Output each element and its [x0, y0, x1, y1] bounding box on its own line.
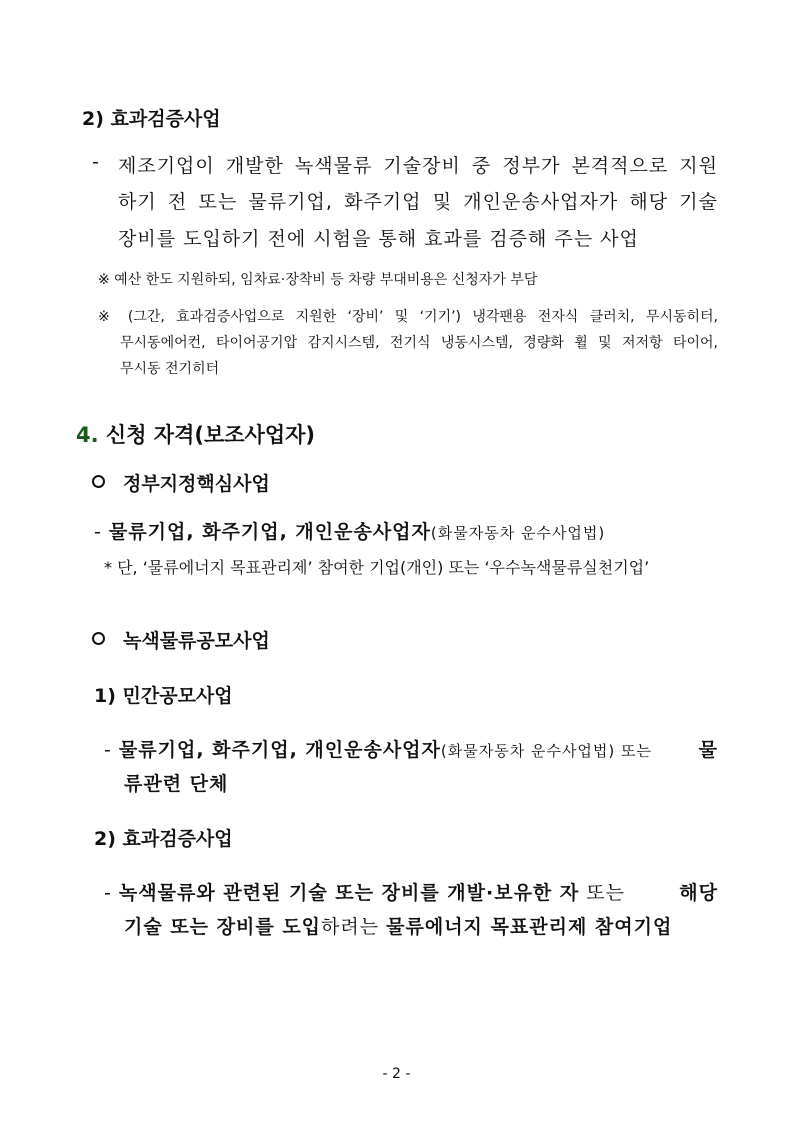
policy-eligible-entities: 물류기업, 화주기업, 개인운송사업자 [108, 521, 431, 543]
paragraph-line-3: 장비를 도입하기 전에 시험을 통해 효과를 검증해 주는 사업 [118, 228, 639, 250]
subsection-title-effect-verification-2: 2) 효과검증사업 [94, 828, 233, 850]
private-contest-eligibility [104, 735, 718, 762]
green-logistics-heading [92, 626, 270, 653]
policy-heading-text: 정부지정핵심사업 [123, 473, 270, 495]
subsection-title-private-contest: 1) 민간공모사업 [94, 685, 233, 707]
connector-or: 또는 [579, 882, 625, 904]
circle-bullet-icon [92, 475, 105, 488]
policy-law-reference: (화물자동차 운수사업법) [430, 524, 606, 542]
list-dash: - [92, 151, 100, 173]
paragraph-line-2: 하기 전 또는 물류기업, 화주기업 및 개인운송사업자가 해당 기술 [118, 191, 718, 213]
section-number: 4. [76, 423, 99, 447]
list-dash: - [104, 739, 112, 761]
effect-eligible-tail: 해당 [679, 882, 718, 904]
private-eligible-line2: 류관련 단체 [124, 773, 229, 795]
section-heading: 신청 자격(보조사업자) [98, 423, 315, 447]
green-logistics-heading-text: 녹색물류공모사업 [123, 630, 270, 652]
subsection-title-effect-verification: 2) 효과검증사업 [82, 108, 221, 130]
note-supported-equipment-cont: 무시동에어컨, 타이어공기압 감지시스템, 전기식 냉동시스템, 경량화 휠 및 저저항 타이어, [120, 335, 718, 351]
effect-eligible-adopt: 기술 또는 장비를 도입 [124, 916, 322, 938]
private-law-reference: (화물자동차 운수사업법) 또는 [440, 742, 653, 760]
policy-eligibility [94, 517, 605, 544]
paragraph-line-1: 제조기업이 개발한 녹색물류 기술장비 중 정부가 본격적으로 지원 [118, 155, 718, 177]
list-dash: - [104, 882, 112, 904]
circle-bullet-icon [92, 632, 105, 645]
effect-eligible-members: 물류에너지 목표관리제 참여기업 [386, 916, 673, 938]
section-title-eligibility [76, 419, 315, 449]
connector-intend: 하려는 [321, 916, 387, 938]
note-supported-equipment-end: 무시동 전기히터 [120, 361, 220, 377]
policy-condition-note: * 단, ‘물류에너지 목표관리제’ 참여한 기업(개인) 또는 ‘우수녹색물류실천기업’ [104, 558, 650, 577]
effect-eligibility-line1 [104, 878, 718, 905]
effect-eligible-developers: 녹색물류와 관련된 기술 또는 장비를 개발·보유한 자 [118, 882, 580, 904]
list-dash: - [94, 521, 102, 543]
private-eligible-entities: 물류기업, 화주기업, 개인운송사업자 [118, 739, 441, 761]
private-eligible-tail: 물 [698, 739, 718, 761]
page-number: - 2 - [382, 1066, 411, 1082]
policy-heading [92, 469, 270, 496]
note-supported-equipment: ※ (그간, 효과검증사업으로 지원한 ‘장비’ 및 ‘기기’) 냉각팬용 전자식 클러치, 무시동히터, [98, 309, 718, 325]
note-budget: ※ 예산 한도 지원하되, 임차료·장착비 등 차량 부대비용은 신청자가 부담 [98, 272, 538, 288]
effect-eligibility-line2 [124, 912, 672, 939]
